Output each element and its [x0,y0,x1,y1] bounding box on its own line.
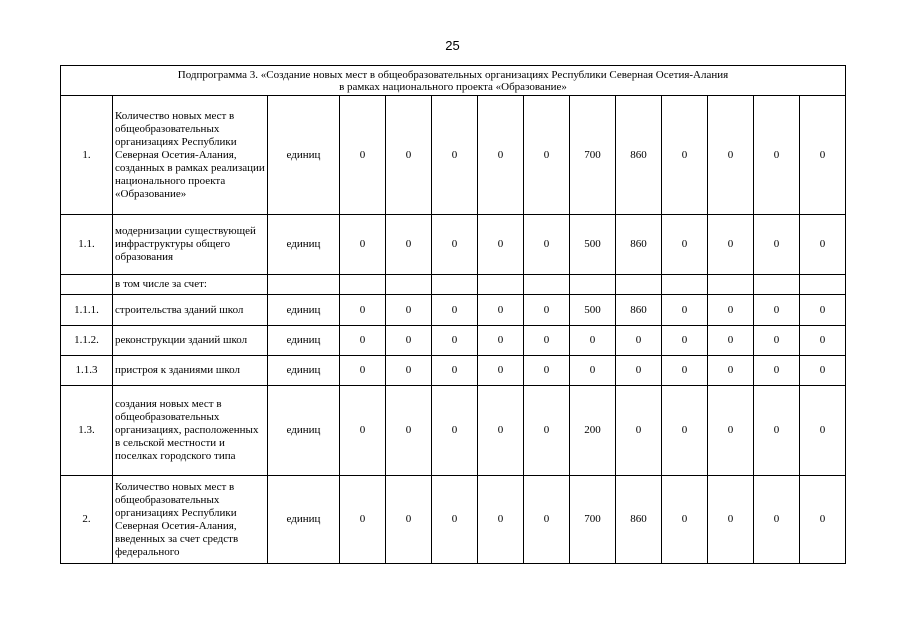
table-row [61,326,846,356]
table-row [61,386,846,476]
value-cell: 860 [616,476,662,564]
value-cell: 0 [478,386,524,476]
value-cell: 0 [478,326,524,356]
value-cell: 0 [386,326,432,356]
value-cell: 0 [340,295,386,326]
value-cell: 0 [478,356,524,386]
value-cell: 0 [524,326,570,356]
page-number: 25 [445,38,460,53]
value-cell: 0 [386,295,432,326]
value-cell: 0 [754,476,800,564]
row-number: 2. [61,476,113,564]
value-cell: 0 [524,476,570,564]
indicator-name: в том числе за счет: [113,275,268,295]
value-cell: 0 [478,96,524,215]
value-cell [478,275,524,295]
value-cell: 0 [800,326,846,356]
value-cell: 0 [708,386,754,476]
value-cell [800,275,846,295]
value-cell [754,275,800,295]
value-cell: 0 [432,326,478,356]
value-cell: 0 [386,96,432,215]
unit-cell: единиц [268,356,340,386]
value-cell: 0 [662,215,708,275]
value-cell: 0 [432,476,478,564]
value-cell: 0 [754,326,800,356]
value-cell: 0 [754,386,800,476]
value-cell: 0 [432,96,478,215]
subprogram-title-row [61,66,846,96]
indicators-table [60,65,846,564]
value-cell: 0 [754,96,800,215]
value-cell: 500 [570,295,616,326]
row-number: 1.1.2. [61,326,113,356]
value-cell: 0 [478,476,524,564]
value-cell [340,275,386,295]
value-cell: 0 [478,215,524,275]
value-cell: 0 [708,476,754,564]
unit-cell [268,275,340,295]
value-cell: 0 [432,386,478,476]
subprogram-title [61,66,846,96]
value-cell: 0 [478,295,524,326]
value-cell: 0 [800,386,846,476]
indicator-name: пристроя к зданиями школ [113,356,268,386]
value-cell: 0 [754,215,800,275]
value-cell: 700 [570,476,616,564]
value-cell: 860 [616,295,662,326]
value-cell: 0 [708,356,754,386]
value-cell: 0 [524,96,570,215]
value-cell: 0 [800,476,846,564]
subprogram-title-line-1: Подпрограмма 3. «Создание новых мест в общеобразовательных организациях Республики Северная Осетия-Алания [177,68,729,81]
value-cell: 700 [570,96,616,215]
indicator-name: Количество новых мест в общеобразовательных организациях Республики Северная Осетия-Алания, созданных в рамках реализации национального проекта «Образование» [113,96,268,215]
table-row [61,356,846,386]
value-cell [524,275,570,295]
value-cell: 0 [616,356,662,386]
value-cell: 0 [708,215,754,275]
value-cell: 0 [386,215,432,275]
unit-cell: единиц [268,476,340,564]
table-row [61,96,846,215]
value-cell: 0 [708,326,754,356]
table-row [61,275,846,295]
value-cell: 0 [662,295,708,326]
unit-cell: единиц [268,96,340,215]
table-row [61,476,846,564]
value-cell: 860 [616,96,662,215]
value-cell: 0 [432,295,478,326]
value-cell [386,275,432,295]
unit-cell: единиц [268,295,340,326]
value-cell: 0 [662,476,708,564]
value-cell: 0 [662,326,708,356]
value-cell: 0 [616,386,662,476]
value-cell: 500 [570,215,616,275]
value-cell: 0 [524,295,570,326]
value-cell: 0 [800,295,846,326]
indicator-name: строительства зданий школ [113,295,268,326]
value-cell: 0 [708,295,754,326]
row-number: 1.1.1. [61,295,113,326]
table-row [61,215,846,275]
subprogram-title-line-2: в рамках национального проекта «Образование» [339,80,567,93]
indicator-name: Количество новых мест в общеобразовательных организациях Республики Северная Осетия-Алания, введенных за счет средств федерального [113,476,268,564]
value-cell: 0 [800,96,846,215]
value-cell: 0 [570,356,616,386]
row-number: 1.1. [61,215,113,275]
table-row [61,295,846,326]
indicator-name: реконструкции зданий школ [113,326,268,356]
value-cell: 0 [432,356,478,386]
row-number [61,275,113,295]
value-cell: 0 [754,356,800,386]
value-cell: 0 [386,356,432,386]
value-cell: 0 [340,356,386,386]
row-number: 1.1.3 [61,356,113,386]
value-cell: 0 [340,476,386,564]
unit-cell: единиц [268,386,340,476]
indicator-name: модернизации существующей инфраструктуры общего образования [113,215,268,275]
value-cell: 0 [662,356,708,386]
value-cell: 0 [800,215,846,275]
value-cell: 0 [340,386,386,476]
value-cell: 0 [570,326,616,356]
unit-cell: единиц [268,215,340,275]
value-cell: 200 [570,386,616,476]
value-cell [616,275,662,295]
value-cell [662,275,708,295]
value-cell: 0 [340,326,386,356]
value-cell: 0 [754,295,800,326]
row-number: 1.3. [61,386,113,476]
value-cell [432,275,478,295]
value-cell: 0 [616,326,662,356]
indicator-name: создания новых мест в общеобразовательных организациях, расположенных в сельской местности и поселках городского типа [113,386,268,476]
value-cell: 0 [708,96,754,215]
value-cell: 0 [386,476,432,564]
value-cell: 0 [662,96,708,215]
value-cell: 0 [386,386,432,476]
value-cell: 0 [662,386,708,476]
value-cell: 0 [524,215,570,275]
value-cell: 0 [340,96,386,215]
value-cell: 0 [340,215,386,275]
value-cell [708,275,754,295]
value-cell: 860 [616,215,662,275]
value-cell: 0 [524,356,570,386]
unit-cell: единиц [268,326,340,356]
value-cell: 0 [800,356,846,386]
value-cell: 0 [524,386,570,476]
row-number: 1. [61,96,113,215]
value-cell [570,275,616,295]
value-cell: 0 [432,215,478,275]
